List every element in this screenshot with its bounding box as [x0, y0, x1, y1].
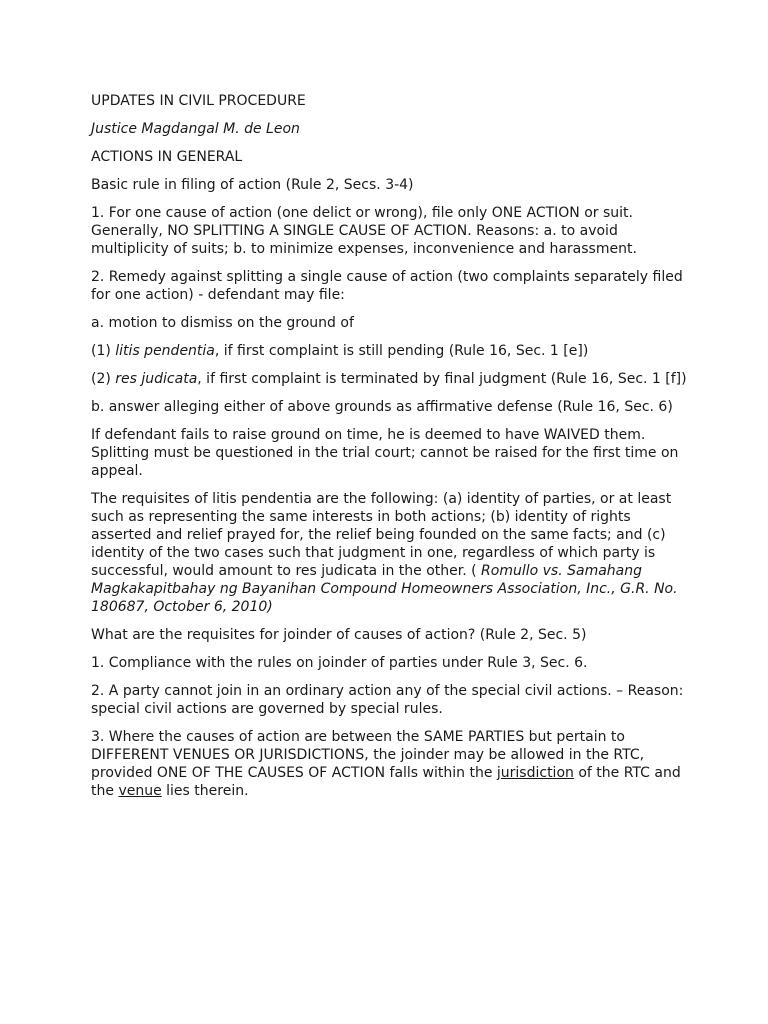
- joinder-1-paragraph: 1. Compliance with the rules on joinder of parties under Rule 3, Sec. 6.: [91, 655, 588, 671]
- item-2-paragraph: 2. Remedy against splitting a single cause of action (two complaints separately filed for one action) - defendant may file:: [91, 269, 683, 303]
- document-title: UPDATES IN CIVIL PROCEDURE: [91, 93, 306, 109]
- venue-term: venue: [118, 783, 162, 799]
- item-1-paragraph: 1. For one cause of action (one delict or wrong), file only ONE ACTION or suit. Generally, NO SPLITTING A SINGLE CAUSE OF ACTION. Reasons: a. to avoid multiplicity of suits; b. to minimize expenses, inconvenience and harassment.: [91, 205, 637, 257]
- section-heading: ACTIONS IN GENERAL: [91, 149, 243, 165]
- joinder-3-lead: 3. Where the causes of action are between the SAME PARTIES but pertain to DIFFERENT VENUES OR JURISDICTIONS, the joinder may be allowed in the RTC, provided ONE OF THE CAUSES OF ACTION falls within the: [91, 729, 645, 781]
- res-num: (2): [91, 371, 116, 387]
- res-rest: , if first complaint is terminated by final judgment (Rule 16, Sec. 1 [f]): [197, 371, 687, 387]
- basic-rule-paragraph: Basic rule in filing of action (Rule 2, Secs. 3-4): [91, 177, 414, 193]
- res-term: res judicata: [115, 371, 198, 387]
- joinder-2-paragraph: 2. A party cannot join in an ordinary action any of the special civil actions. – Reason: special civil actions are governed by special rules.: [91, 683, 684, 717]
- document-page: [91, 92, 691, 810]
- joinder-3-mid: of the RTC and the: [91, 765, 681, 799]
- item-2a-paragraph: a. motion to dismiss on the ground of: [91, 315, 354, 331]
- res-judicata-paragraph: [91, 370, 691, 388]
- requisites-text: The requisites of litis pendentia are the following: (a) identity of parties, or at least such as representing the same interests in both actions; (b) identity of rights asserted and relief prayed for, the relief being founded on the same facts; and (c) identity of the two cases such that judgment in one, regardless of which party is successful, would amount to res judicata in the other. (: [91, 491, 672, 579]
- litis-pendentia-paragraph: [91, 342, 691, 360]
- joinder-3-end: lies therein.: [161, 783, 249, 799]
- joinder-3-paragraph: [91, 728, 691, 800]
- litis-rest: , if first complaint is still pending (Rule 16, Sec. 1 [e]): [214, 343, 589, 359]
- jurisdiction-term: jurisdiction: [496, 765, 574, 781]
- item-2b-paragraph: b. answer alleging either of above grounds as affirmative defense (Rule 16, Sec. 6): [91, 399, 673, 415]
- joinder-question: What are the requisites for joinder of causes of action? (Rule 2, Sec. 5): [91, 627, 587, 643]
- litis-num: (1): [91, 343, 116, 359]
- requisites-paragraph: [91, 490, 691, 616]
- author-line: Justice Magdangal M. de Leon: [91, 121, 300, 137]
- requisites-citation: Romullo vs. Samahang Magkakapitbahay ng Bayanihan Compound Homeowners Association, Inc., G.R. No. 180687, October 6, 2010): [91, 563, 678, 615]
- waived-paragraph: If defendant fails to raise ground on time, he is deemed to have WAIVED them. Splitting must be questioned in the trial court; cannot be raised for the first time on appeal.: [91, 427, 679, 479]
- litis-term: litis pendentia: [115, 343, 215, 359]
